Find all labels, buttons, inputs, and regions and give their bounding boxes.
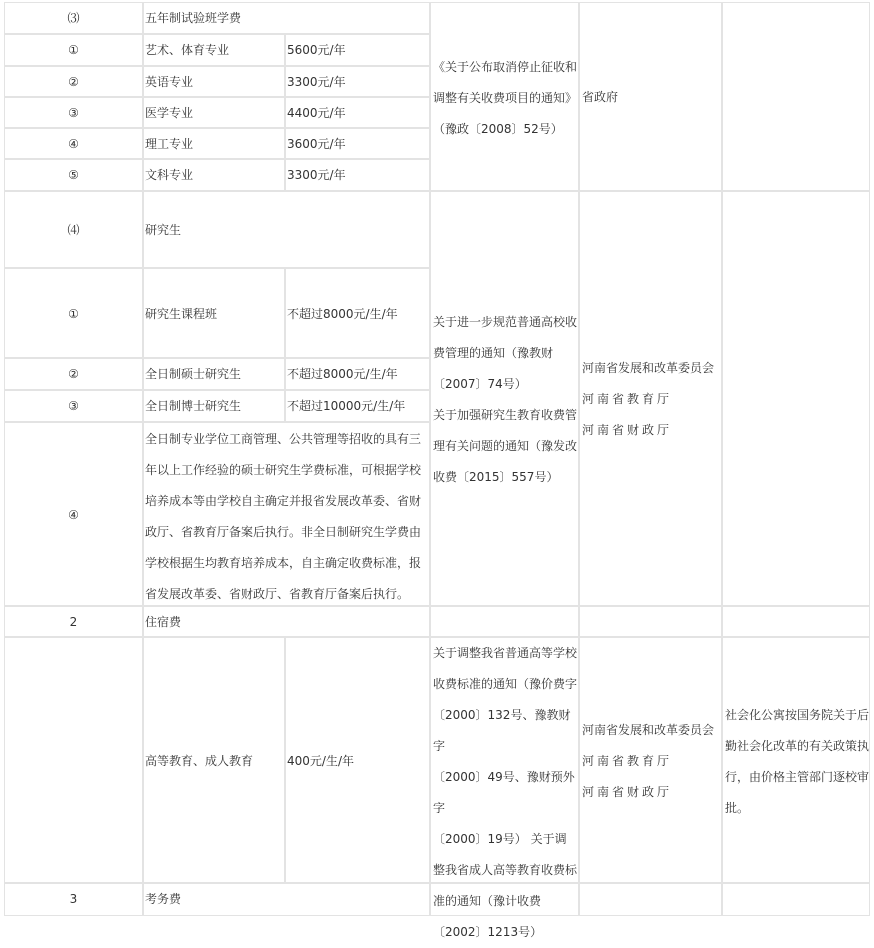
policy-note-line: 政厅、省教育厅备案后执行。非全日制研究生学费由 [145, 525, 422, 539]
basis-line: 理有关问题的通知（豫发改 [433, 439, 578, 453]
policy-note-line: 学校根据生均教育培养成本，自主确定收费标准，报 [145, 556, 422, 570]
row-number: ② [4, 66, 143, 97]
basis-line: 收费标准的通知（豫价费字 [433, 677, 578, 691]
authority-empty [579, 606, 722, 637]
authority-line: 河南省发展和改革委员会 [582, 723, 715, 737]
policy-note-line: 省发展改革委、省财政厅、省教育厅备案后执行。 [145, 587, 410, 601]
remarks-line: 行，由价格主管部门逐校审 [725, 770, 870, 784]
row-number-empty [4, 637, 143, 883]
row-number: ① [4, 34, 143, 66]
authority-line: 河南省财政厅 [582, 785, 673, 799]
remarks-line: 社会化公寓按国务院关于后 [725, 708, 870, 722]
row-number: ③ [4, 97, 143, 128]
section-title: 五年制试验班学费 [143, 2, 430, 34]
row-number: 3 [4, 883, 143, 916]
basis-line: 收费〔2015〕557号） [433, 470, 559, 484]
item-name: 研究生课程班 [143, 268, 285, 358]
basis-line: 调整有关收费项目的通知》 [433, 91, 578, 105]
authority-empty [579, 883, 722, 916]
item-name: 全日制博士研究生 [143, 390, 285, 422]
policy-note-line: 全日制专业学位工商管理、公共管理等招收的具有三 [145, 432, 422, 446]
row-number: 2 [4, 606, 143, 637]
authority-line: 河南省财政厅 [582, 423, 673, 437]
basis-empty [430, 883, 579, 916]
item-fee: 不超过10000元/生/年 [285, 390, 430, 422]
basis-line: 《关于公布取消停止征收和 [433, 60, 578, 74]
authority-line: 河南省教育厅 [582, 754, 673, 768]
row-number: ① [4, 268, 143, 358]
item-name: 英语专业 [143, 66, 285, 97]
basis-document [430, 191, 579, 606]
row-number: ⑤ [4, 159, 143, 191]
section-title: 考务费 [143, 883, 430, 916]
row-number: ④ [4, 128, 143, 159]
remarks-empty [722, 2, 870, 191]
policy-note-line: 年以上工作经验的硕士研究生学费标准，可根据学校 [145, 463, 422, 477]
remarks-empty [722, 606, 870, 637]
remarks-line: 勤社会化改革的有关政策执 [725, 739, 870, 753]
row-number: ② [4, 358, 143, 390]
row-number: ⑶ [4, 2, 143, 34]
item-fee: 3600元/年 [285, 128, 430, 159]
item-name: 高等教育、成人教育 [143, 637, 285, 883]
item-name: 艺术、体育专业 [143, 34, 285, 66]
item-name: 理工专业 [143, 128, 285, 159]
row-number: ③ [4, 390, 143, 422]
basis-line: （豫政〔2008〕52号） [433, 122, 563, 136]
item-name: 文科专业 [143, 159, 285, 191]
policy-note-line: 培养成本等由学校自主确定并报省发展改革委、省财 [145, 494, 422, 508]
authority-line: 河南省教育厅 [582, 392, 673, 406]
basis-document [430, 2, 579, 191]
row-number: ④ [4, 422, 143, 606]
item-name: 医学专业 [143, 97, 285, 128]
basis-document [430, 637, 579, 939]
basis-line: 费管理的通知（豫教财 [433, 346, 554, 360]
item-name: 全日制硕士研究生 [143, 358, 285, 390]
basis-line: 〔2000〕19号） 关于调 [433, 832, 567, 846]
item-fee: 5600元/年 [285, 34, 430, 66]
basis-line: 关于加强研究生教育收费管 [433, 408, 578, 422]
item-fee: 不超过8000元/生/年 [285, 268, 430, 358]
basis-empty [430, 606, 579, 637]
basis-line: 整我省成人高等教育收费标 [433, 863, 578, 877]
authority-line: 河南省发展和改革委员会 [582, 361, 715, 375]
section-title: 研究生 [143, 191, 430, 268]
basis-line: 〔2000〕49号、豫财预外字 [433, 770, 575, 815]
remarks-line: 批。 [725, 801, 750, 815]
item-fee: 3300元/年 [285, 66, 430, 97]
basis-line: 准的通知（豫计收费 [433, 894, 542, 908]
basis-line: 关于进一步规范普通高校收 [433, 315, 578, 329]
authority: 省政府 [579, 2, 722, 191]
authority [579, 191, 722, 606]
remarks-empty [722, 191, 870, 606]
item-fee: 400元/生/年 [285, 637, 430, 883]
remarks [722, 637, 870, 883]
basis-line: 〔2007〕74号） [433, 377, 527, 391]
item-fee: 3300元/年 [285, 159, 430, 191]
authority [579, 637, 722, 883]
basis-line: 〔2002〕1213号） [433, 925, 543, 939]
section-title: 住宿费 [143, 606, 430, 637]
item-fee: 不超过8000元/生/年 [285, 358, 430, 390]
item-fee: 4400元/年 [285, 97, 430, 128]
basis-line: 〔2000〕132号、豫教财字 [433, 708, 571, 753]
policy-note [143, 422, 430, 606]
row-number: ⑷ [4, 191, 143, 268]
basis-line: 关于调整我省普通高等学校 [433, 646, 578, 660]
remarks-empty [722, 883, 870, 916]
